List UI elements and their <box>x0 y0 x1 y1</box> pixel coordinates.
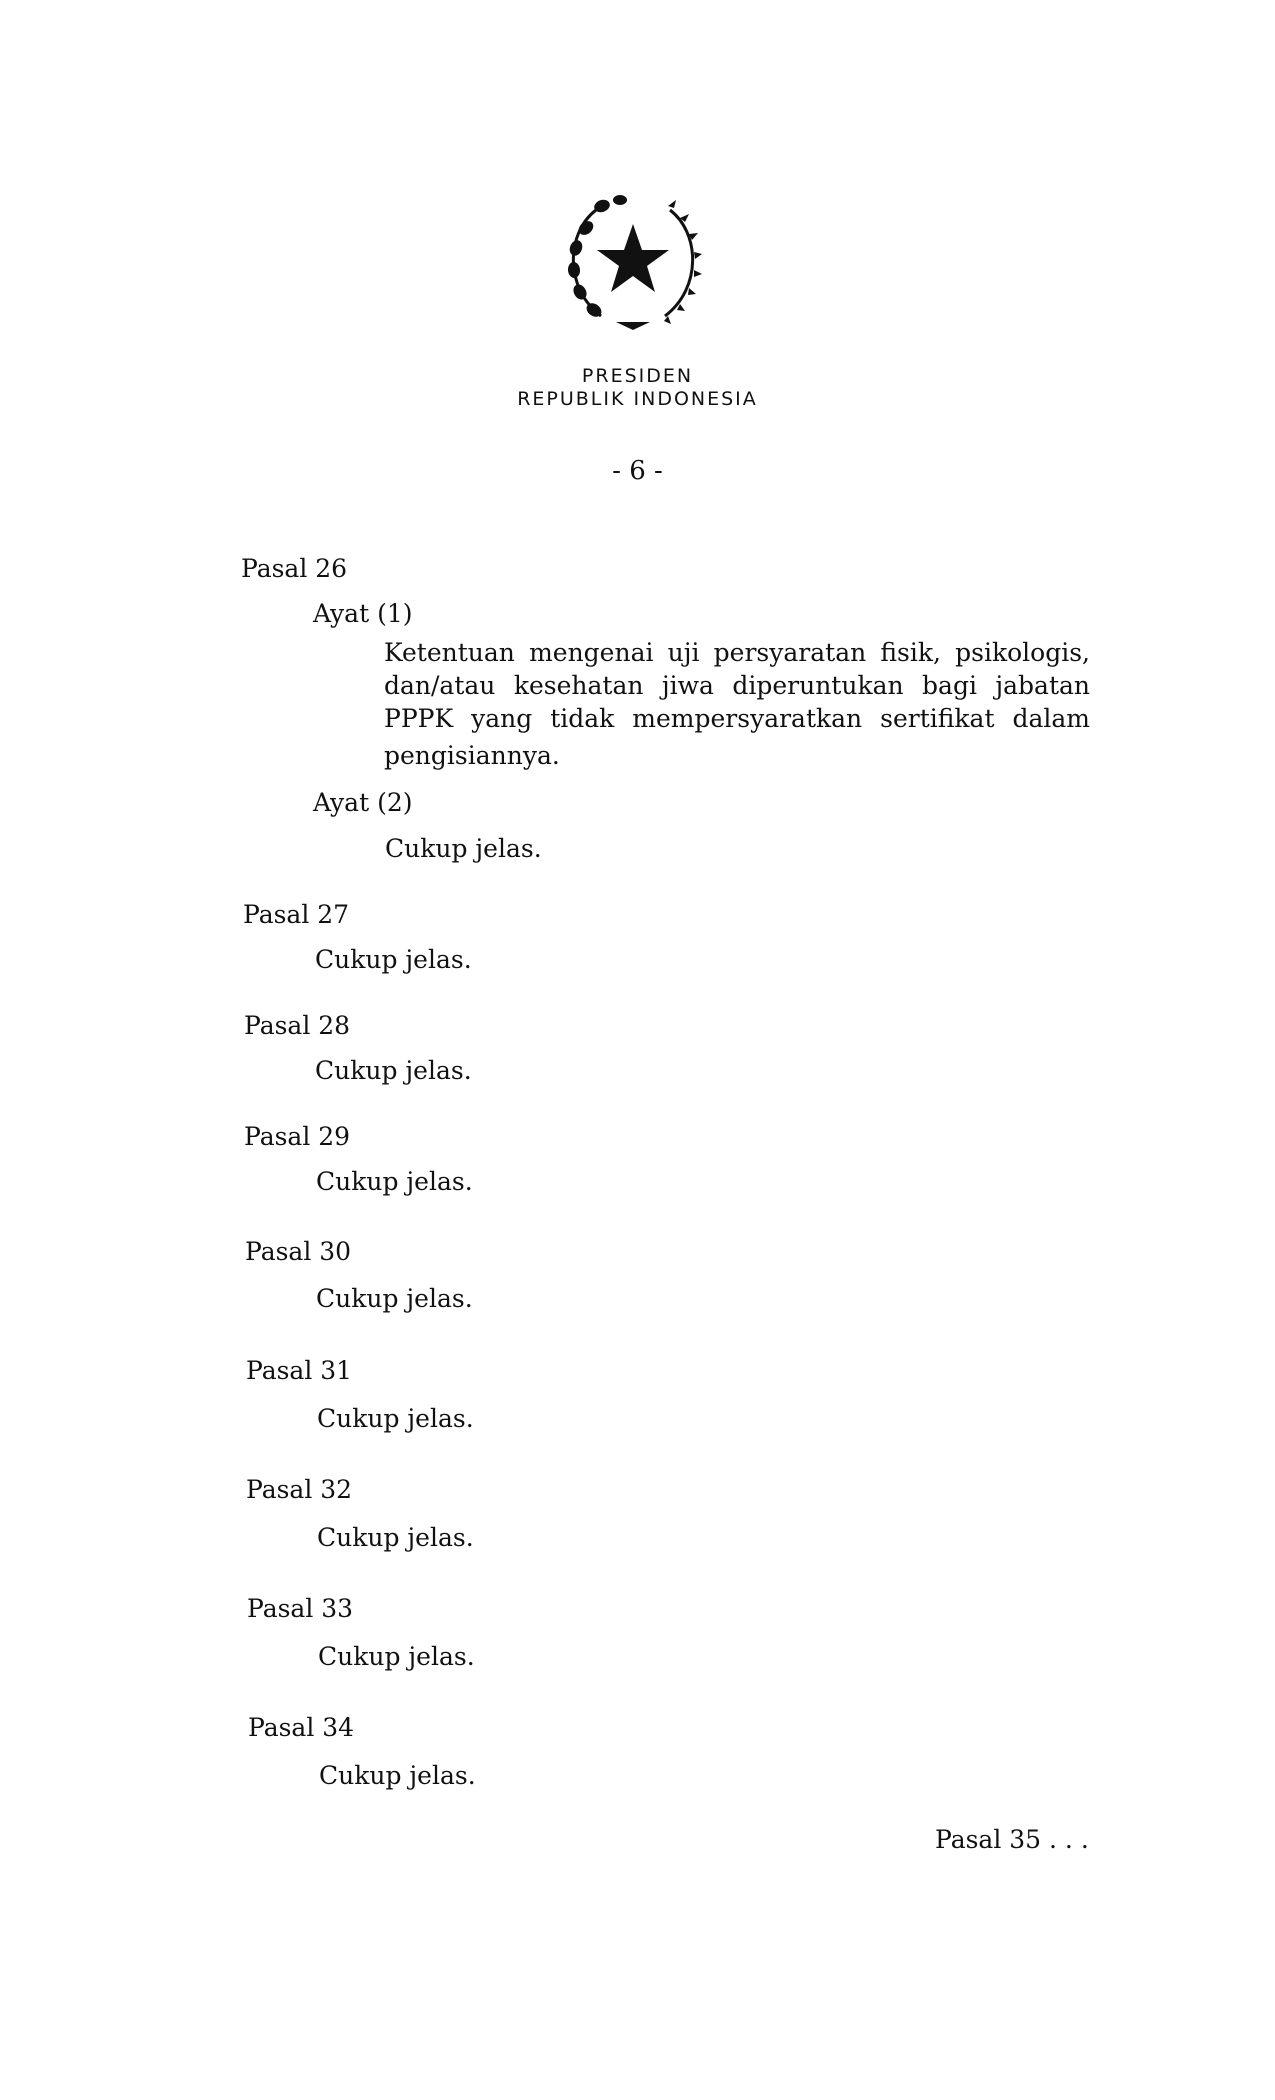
pasal-28-title: Pasal 28 <box>244 1011 351 1040</box>
pasal-32-title: Pasal 32 <box>246 1475 353 1504</box>
ayat-1-text-end: pengisiannya. <box>384 741 560 770</box>
continuation-note: Pasal 35 . . . <box>935 1825 1089 1854</box>
pasal-32-text: Cukup jelas. <box>317 1523 474 1552</box>
ayat-1-label: Ayat (1) <box>313 599 413 628</box>
page-number: - 6 - <box>612 456 663 486</box>
pasal-34-text: Cukup jelas. <box>319 1761 476 1790</box>
pasal-29-title: Pasal 29 <box>244 1122 351 1151</box>
header-line-republik-indonesia: REPUBLIK INDONESIA <box>517 388 758 410</box>
pasal-30-title: Pasal 30 <box>245 1237 352 1266</box>
pasal-27-title: Pasal 27 <box>243 900 350 929</box>
header-line-presiden: PRESIDEN <box>581 365 694 387</box>
pasal-30-text: Cukup jelas. <box>316 1284 473 1313</box>
pasal-27-text: Cukup jelas. <box>315 945 472 974</box>
pasal-26-title: Pasal 26 <box>241 554 348 583</box>
pasal-31-title: Pasal 31 <box>246 1356 353 1385</box>
ayat-2-text: Cukup jelas. <box>385 834 542 863</box>
ayat-2-label: Ayat (2) <box>313 788 413 817</box>
pasal-28-text: Cukup jelas. <box>315 1056 472 1085</box>
pasal-33-title: Pasal 33 <box>247 1594 354 1623</box>
ayat-1-text: Ketentuan mengenai uji persyaratan fisik, psikologis, dan/atau kesehatan jiwa diperuntukan bagi jabatan PPPK yang tidak mempersyaratkan sertifikat dalam <box>384 638 1090 733</box>
pasal-33-text: Cukup jelas. <box>318 1642 475 1671</box>
presidential-emblem-icon <box>556 188 710 334</box>
pasal-29-text: Cukup jelas. <box>316 1167 473 1196</box>
pasal-31-text: Cukup jelas. <box>317 1404 474 1433</box>
pasal-34-title: Pasal 34 <box>248 1713 355 1742</box>
